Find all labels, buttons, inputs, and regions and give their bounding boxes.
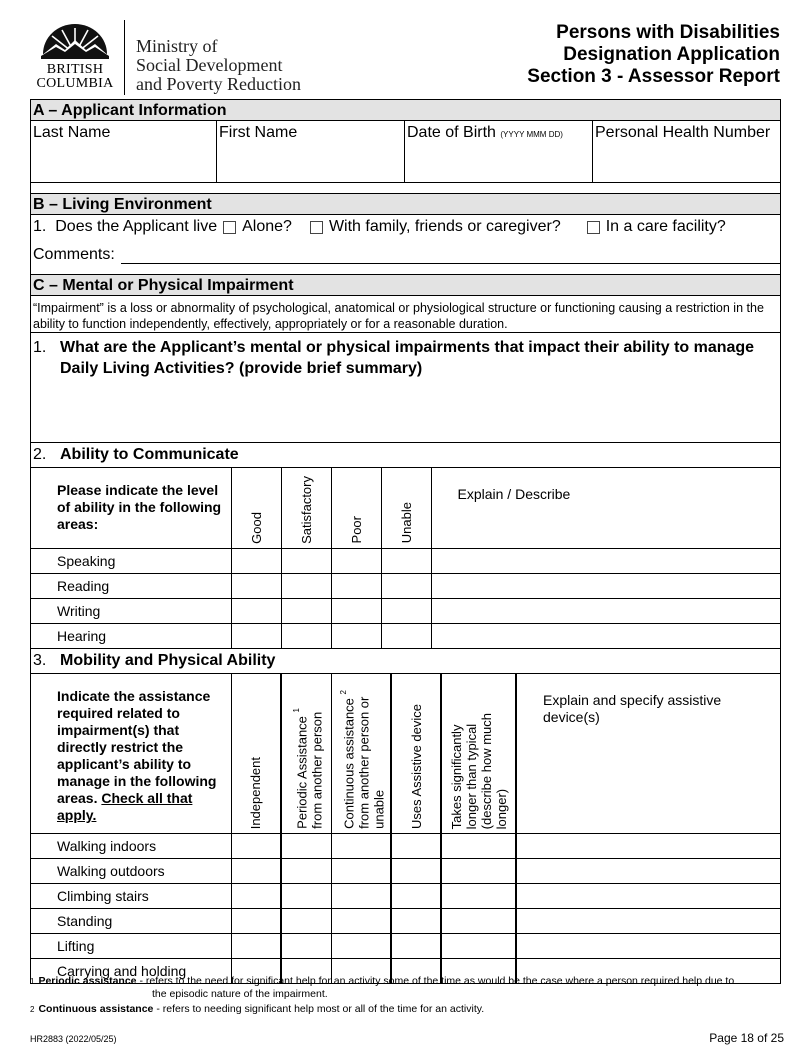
dob-label: Date of Birth [407, 124, 496, 141]
col-assistive-explain: Explain and specify assistive device(s) [516, 674, 780, 834]
last-name-label: Last Name [33, 124, 111, 141]
document-title [527, 22, 780, 88]
cell-checkbox[interactable] [441, 859, 516, 884]
ministry-line: Social Development [136, 55, 283, 75]
cell-checkbox[interactable] [281, 884, 331, 909]
col-continuous-line: from another person or [355, 696, 371, 829]
logo-line-british: BRITISH [46, 62, 104, 77]
col-poor-label: Poor [348, 516, 364, 544]
last-name-field[interactable] [31, 121, 217, 182]
impairment-question[interactable] [31, 333, 780, 443]
cell-checkbox[interactable] [231, 598, 281, 623]
table-row [31, 548, 780, 573]
col-satisfactory [281, 468, 331, 548]
cell-explain[interactable] [516, 859, 780, 884]
cell-explain[interactable] [516, 909, 780, 934]
cell-checkbox[interactable] [441, 884, 516, 909]
communication-table [31, 468, 780, 649]
cell-checkbox[interactable] [231, 834, 281, 859]
living-question [31, 215, 780, 239]
title-line: Designation Application [563, 44, 780, 65]
col-periodic-label [289, 704, 324, 829]
first-name-label: First Name [219, 124, 298, 141]
col-continuous-line: unable [370, 789, 386, 829]
comments-row [31, 239, 780, 264]
cell-checkbox[interactable] [331, 548, 381, 573]
mobility-instructions [31, 674, 231, 834]
footnotes [30, 975, 790, 1016]
page-number: Page 18 of 25 [709, 1031, 784, 1045]
col-continuous-line: Continuous assistance [340, 698, 356, 829]
question-number: 1. [33, 339, 47, 356]
cell-checkbox[interactable] [281, 934, 331, 959]
table-row [31, 623, 780, 648]
row-climbing-stairs: Climbing stairs [31, 884, 231, 909]
col-poor [331, 468, 381, 548]
cell-checkbox[interactable] [331, 573, 381, 598]
cell-checkbox[interactable] [381, 548, 431, 573]
row-walking-indoors: Walking indoors [31, 834, 231, 859]
logo-line-columbia: COLUMBIA [36, 76, 114, 91]
col-longer-label [449, 709, 509, 829]
cell-checkbox[interactable] [281, 909, 331, 934]
col-continuous-label [336, 686, 386, 829]
cell-checkbox[interactable] [281, 834, 331, 859]
page-header [0, 0, 810, 100]
col-good [231, 468, 281, 548]
col-continuous [331, 674, 391, 834]
cell-checkbox[interactable] [381, 623, 431, 648]
col-periodic-line: Periodic Assistance [293, 716, 309, 829]
family-label: With family, friends or caregiver? [328, 218, 561, 235]
mobility-instr-underlined: Check all that apply. [57, 790, 193, 824]
alone-label: Alone? [242, 218, 292, 235]
section-b-header: B – Living Environment [31, 193, 780, 215]
col-independent-label: Independent [248, 756, 264, 829]
col-good-label: Good [248, 511, 264, 544]
col-longer-line: Takes significantly [448, 724, 464, 829]
cell-explain[interactable] [516, 884, 780, 909]
cell-checkbox[interactable] [281, 548, 331, 573]
care-facility-checkbox[interactable] [587, 221, 600, 234]
alone-checkbox[interactable] [223, 221, 236, 234]
mobility-title: Mobility and Physical Ability [60, 651, 276, 669]
cell-checkbox[interactable] [391, 859, 441, 884]
footnote-ref: 2 [338, 690, 348, 695]
question-number: 3. [33, 651, 47, 669]
living-question-text: Does the Applicant live [55, 218, 218, 235]
col-unable-label: Unable [398, 502, 414, 544]
applicant-info-row [31, 121, 780, 183]
table-row [31, 834, 780, 859]
section-c-header: C – Mental or Physical Impairment [31, 274, 780, 296]
cell-checkbox[interactable] [381, 598, 431, 623]
footnote-text: - refers to the need for significant help for an activity some of the time as would be the case where a person required help due to [139, 975, 735, 987]
footnote-1 [30, 975, 790, 988]
bc-logo [30, 18, 120, 96]
col-satisfactory-label: Satisfactory [298, 475, 314, 544]
footnote-number: 2 [30, 1005, 35, 1014]
row-lifting: Lifting [31, 934, 231, 959]
col-independent [231, 674, 281, 834]
cell-checkbox[interactable] [391, 909, 441, 934]
row-standing: Standing [31, 909, 231, 934]
cell-checkbox[interactable] [391, 934, 441, 959]
col-assistive-label: Uses Assistive device [408, 704, 424, 829]
cell-checkbox[interactable] [281, 598, 331, 623]
title-line: Section 3 - Assessor Report [527, 66, 780, 87]
table-header-row [31, 468, 780, 548]
cell-checkbox[interactable] [391, 834, 441, 859]
ministry-line: Ministry of [136, 36, 218, 56]
communicate-title: Ability to Communicate [60, 446, 239, 463]
cell-checkbox[interactable] [231, 548, 281, 573]
table-row [31, 573, 780, 598]
cell-explain[interactable] [516, 834, 780, 859]
col-periodic [281, 674, 331, 834]
question-number: 1. [33, 218, 47, 235]
row-reading: Reading [31, 573, 231, 598]
table-row [31, 909, 780, 934]
impairment-question-text: What are the Applicant’s mental or physical impairments that impact their ability to manage Daily Living Activities? (provide brief summary) [60, 339, 755, 377]
cell-checkbox[interactable] [281, 859, 331, 884]
cell-checkbox[interactable] [441, 834, 516, 859]
cell-checkbox[interactable] [281, 573, 331, 598]
col-explain: Explain / Describe [431, 468, 780, 548]
dob-format: (YYYY MMM DD) [500, 130, 563, 139]
cell-checkbox[interactable] [231, 909, 281, 934]
ministry-name [136, 37, 301, 94]
assessor-form [30, 99, 781, 984]
question-number: 2. [33, 446, 47, 463]
cell-checkbox[interactable] [331, 623, 381, 648]
footnote-ref: 1 [291, 708, 301, 713]
footnote-number: 1 [30, 977, 35, 986]
title-line: Persons with Disabilities [556, 22, 780, 43]
cell-checkbox[interactable] [381, 573, 431, 598]
cell-checkbox[interactable] [331, 909, 391, 934]
table-row [31, 934, 780, 959]
table-row [31, 859, 780, 884]
row-hearing: Hearing [31, 623, 231, 648]
phn-label: Personal Health Number [595, 124, 771, 141]
cell-explain[interactable] [516, 934, 780, 959]
col-unable [381, 468, 431, 548]
col-longer-line: longer than typical [463, 723, 479, 829]
spacer [31, 183, 780, 193]
cell-checkbox[interactable] [231, 859, 281, 884]
col-longer-line: (describe how much [478, 712, 494, 829]
table-row [31, 598, 780, 623]
cell-explain[interactable] [431, 623, 780, 648]
communicate-heading [31, 443, 780, 468]
col-periodic-line: from another person [308, 711, 324, 829]
cell-explain[interactable] [431, 598, 780, 623]
cell-checkbox[interactable] [231, 573, 281, 598]
row-speaking: Speaking [31, 548, 231, 573]
cell-checkbox[interactable] [441, 909, 516, 934]
mobility-heading [31, 649, 780, 674]
cell-checkbox[interactable] [331, 598, 381, 623]
table-header-row [31, 674, 780, 834]
cell-checkbox[interactable] [391, 884, 441, 909]
footnote-term: Continuous assistance [38, 1003, 154, 1015]
comments-label: Comments: [33, 246, 115, 263]
first-name-field[interactable] [217, 121, 405, 182]
section-a-header: A – Applicant Information [31, 99, 780, 121]
cell-checkbox[interactable] [331, 859, 391, 884]
spacer [31, 264, 780, 274]
col-assistive [391, 674, 441, 834]
cell-checkbox[interactable] [331, 934, 391, 959]
form-number: HR2883 (2022/05/25) [30, 1034, 117, 1044]
col-longer-line: longer) [493, 788, 509, 829]
footnote-term: Periodic assistance [38, 975, 137, 987]
mobility-instr-text: Indicate the assistance required related to impairment(s) that directly restrict the applicant’s ability to manage in the following areas. [57, 688, 217, 807]
family-checkbox[interactable] [310, 221, 323, 234]
cell-checkbox[interactable] [331, 884, 391, 909]
row-writing: Writing [31, 598, 231, 623]
cell-checkbox[interactable] [281, 623, 331, 648]
footnote-text: - refers to needing significant help most or all of the time for an activity. [156, 1003, 485, 1015]
mobility-table [31, 674, 780, 985]
bc-sun-mountains-icon [38, 18, 112, 60]
communication-instructions: Please indicate the level of ability in the following areas: [31, 468, 231, 548]
footnote-1-cont: the episodic nature of the impairment. [152, 988, 328, 1000]
cell-checkbox[interactable] [331, 834, 391, 859]
cell-explain[interactable] [431, 573, 780, 598]
phn-field[interactable] [593, 121, 780, 182]
cell-checkbox[interactable] [231, 884, 281, 909]
cell-checkbox[interactable] [231, 934, 281, 959]
footnote-2 [30, 1003, 790, 1016]
row-carrying: Carrying and holding [31, 959, 231, 984]
logo-divider [124, 20, 125, 95]
cell-checkbox[interactable] [441, 934, 516, 959]
ministry-line: and Poverty Reduction [136, 74, 301, 94]
care-facility-label: In a care facility? [605, 218, 726, 235]
cell-checkbox[interactable] [231, 623, 281, 648]
row-walking-outdoors: Walking outdoors [31, 859, 231, 884]
impairment-definition: “Impairment” is a loss or abnormality of psychological, anatomical or physiological structure or functioning causing a restriction in the ability to function independently, effectively, appropriately or for a reasonable duration. [31, 296, 780, 333]
dob-field[interactable] [405, 121, 593, 182]
comments-input[interactable] [121, 246, 780, 264]
cell-explain[interactable] [431, 548, 780, 573]
table-row [31, 884, 780, 909]
col-longer [441, 674, 516, 834]
